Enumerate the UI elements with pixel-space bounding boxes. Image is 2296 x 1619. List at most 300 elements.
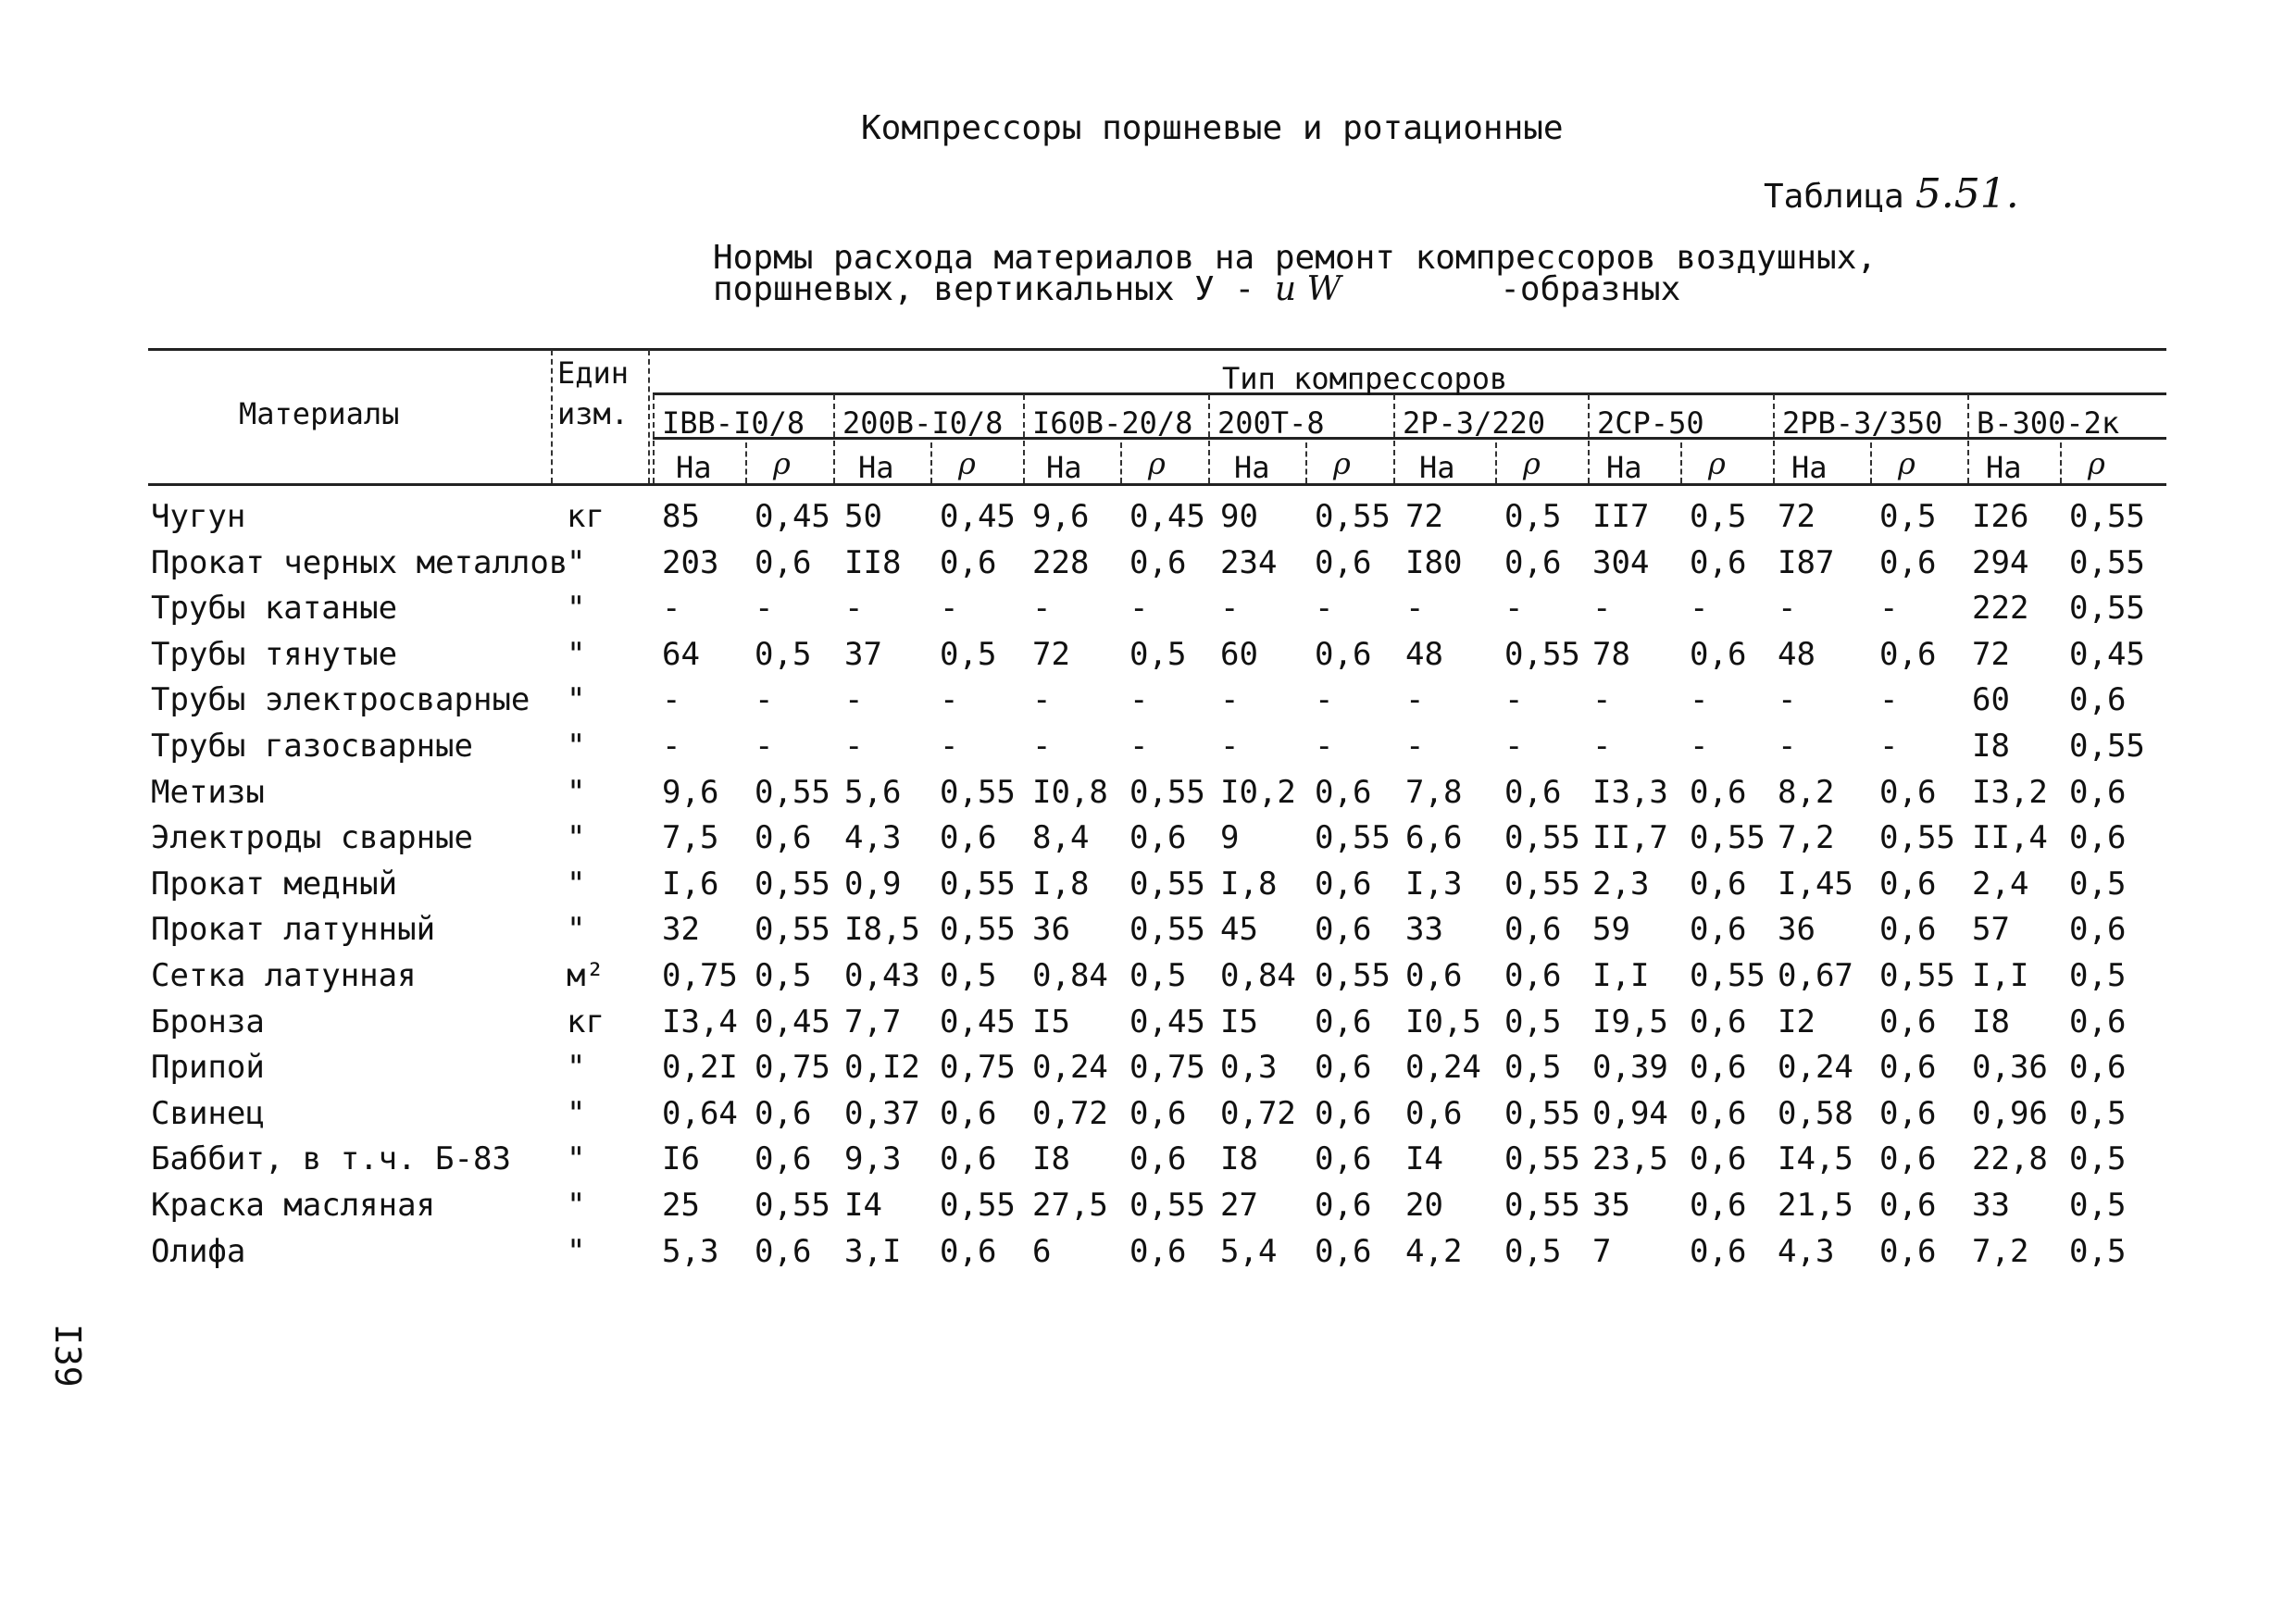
row-norm-value: 0,24 xyxy=(1032,1049,1108,1087)
row-rho-value: 0,6 xyxy=(1315,1049,1372,1087)
row-norm-value: - xyxy=(1220,728,1240,765)
row-norm-value: 45 xyxy=(1220,911,1258,949)
row-material-name: Прокат черных металлов xyxy=(151,543,568,581)
row-unit: " xyxy=(567,911,586,949)
sub-separator-0 xyxy=(745,442,747,483)
sub-separator-2 xyxy=(1120,442,1122,483)
row-norm-value: 90 xyxy=(1220,498,1258,535)
row-norm-value: 0,84 xyxy=(1032,957,1108,994)
row-norm-value: 85 xyxy=(662,498,700,535)
row-rho-value: 0,6 xyxy=(1315,1094,1372,1132)
row-rho-value: - xyxy=(1879,681,1899,719)
row-rho-value: 0,5 xyxy=(1690,498,1747,535)
row-norm-value: 8,4 xyxy=(1032,819,1090,857)
row-norm-value: 72 xyxy=(1032,635,1070,673)
row-norm-value: 20 xyxy=(1405,1187,1443,1224)
row-rho-value: 0,6 xyxy=(1879,1049,1937,1087)
row-norm-value: 0,72 xyxy=(1220,1094,1296,1132)
sub-header-ha-0: На xyxy=(676,450,712,485)
subtitle-handwritten: и W xyxy=(1274,270,1341,308)
sub-header-rho-0: ρ xyxy=(773,446,791,481)
model-separator-1 xyxy=(833,394,835,483)
subtitle-part-b: -образных xyxy=(1500,270,1681,308)
row-norm-value: I2 xyxy=(1778,1003,1816,1040)
row-rho-value: 0,45 xyxy=(1129,1003,1205,1040)
row-norm-value: 22,8 xyxy=(1972,1140,2048,1178)
row-rho-value: - xyxy=(1129,590,1149,628)
row-rho-value: 0,6 xyxy=(1129,1094,1187,1132)
model-header-3: 200Т-8 xyxy=(1217,405,1325,441)
row-rho-value: 0,6 xyxy=(1879,1094,1937,1132)
row-rho-value: 0,5 xyxy=(1129,635,1187,673)
model-header-6: 2РВ-3/350 xyxy=(1782,405,1943,441)
row-norm-value: I8 xyxy=(1972,728,2010,765)
row-rho-value: 0,5 xyxy=(2069,1187,2127,1224)
row-rho-value: 0,55 xyxy=(2069,728,2145,765)
row-rho-value: 0,6 xyxy=(1879,543,1937,581)
row-rho-value: 0,6 xyxy=(1315,865,1372,903)
row-norm-value: 0,96 xyxy=(1972,1094,2048,1132)
row-rho-value: 0,55 xyxy=(1504,1094,1580,1132)
row-rho-value: 0,6 xyxy=(1129,819,1187,857)
row-rho-value: 0,6 xyxy=(1690,635,1747,673)
row-norm-value: 0,24 xyxy=(1405,1049,1481,1087)
row-norm-value: 27,5 xyxy=(1032,1187,1108,1224)
row-rho-value: 0,55 xyxy=(1690,957,1766,994)
column-header-unit-1: Един xyxy=(557,355,630,391)
row-rho-value: 0,55 xyxy=(940,911,1016,949)
table-subtitle-line2 xyxy=(713,270,1680,308)
sub-header-rho-7: ρ xyxy=(2088,446,2105,481)
row-norm-value: I0,5 xyxy=(1405,1003,1481,1040)
row-rho-value: 0,6 xyxy=(1315,911,1372,949)
row-material-name: Прокат медный xyxy=(151,865,398,903)
row-norm-value: 0,84 xyxy=(1220,957,1296,994)
page-title: Компрессоры поршневые и ротационные xyxy=(861,109,1564,147)
row-norm-value: - xyxy=(662,681,681,719)
row-norm-value: 4,3 xyxy=(1778,1232,1835,1270)
row-rho-value: - xyxy=(1315,681,1334,719)
row-unit: " xyxy=(567,728,586,765)
row-rho-value: 0,6 xyxy=(1690,1232,1747,1270)
row-norm-value: 7,5 xyxy=(662,819,719,857)
sub-header-rho-6: ρ xyxy=(1898,446,1915,481)
row-rho-value: - xyxy=(1879,728,1899,765)
row-rho-value: 0,6 xyxy=(1315,1232,1372,1270)
model-header-1: 200В-I0/8 xyxy=(842,405,1004,441)
row-rho-value: 0,55 xyxy=(2069,543,2145,581)
row-norm-value: 9,3 xyxy=(844,1140,902,1178)
row-rho-value: 0,45 xyxy=(755,1003,830,1040)
row-rho-value: 0,55 xyxy=(1129,773,1205,811)
row-rho-value: 0,6 xyxy=(1690,1187,1747,1224)
row-norm-value: - xyxy=(1032,681,1052,719)
row-rho-value: 0,5 xyxy=(1129,957,1187,994)
row-rho-value: 0,55 xyxy=(1315,957,1391,994)
row-norm-value: 6,6 xyxy=(1405,819,1463,857)
row-norm-value: 304 xyxy=(1592,543,1650,581)
sub-header-ha-1: На xyxy=(858,450,894,485)
row-unit: " xyxy=(567,1049,586,1087)
page-number: I39 xyxy=(47,1324,88,1388)
row-norm-value: 7 xyxy=(1592,1232,1612,1270)
row-norm-value: I5 xyxy=(1220,1003,1258,1040)
row-rho-value: 0,6 xyxy=(940,819,997,857)
row-norm-value: - xyxy=(662,590,681,628)
row-rho-value: 0,55 xyxy=(1504,1140,1580,1178)
row-norm-value: 59 xyxy=(1592,911,1630,949)
row-norm-value: - xyxy=(844,590,864,628)
row-rho-value: 0,55 xyxy=(1129,911,1205,949)
row-rho-value: 0,6 xyxy=(1690,1140,1747,1178)
row-norm-value: I87 xyxy=(1778,543,1835,581)
row-rho-value: 0,55 xyxy=(1879,957,1955,994)
row-norm-value: 0,9 xyxy=(844,865,902,903)
row-norm-value: 9 xyxy=(1220,819,1240,857)
row-norm-value: 3,I xyxy=(844,1232,902,1270)
row-norm-value: - xyxy=(1778,728,1797,765)
row-norm-value: - xyxy=(1778,590,1797,628)
table-subtitle-line1: Нормы расхода материалов на ремонт компрессоров воздушных, xyxy=(713,239,1878,277)
row-rho-value: 0,6 xyxy=(1690,1094,1747,1132)
row-rho-value: 0,6 xyxy=(1879,773,1937,811)
row-unit: " xyxy=(567,681,586,719)
sub-separator-3 xyxy=(1305,442,1307,483)
model-header-0: IВВ-I0/8 xyxy=(662,405,805,441)
row-unit: " xyxy=(567,1094,586,1132)
row-norm-value: 0,94 xyxy=(1592,1094,1668,1132)
row-norm-value: 5,3 xyxy=(662,1232,719,1270)
row-rho-value: 0,5 xyxy=(2069,1232,2127,1270)
row-rho-value: 0,5 xyxy=(1504,1003,1562,1040)
row-rho-value: 0,6 xyxy=(1129,1232,1187,1270)
row-material-name: Прокат латунный xyxy=(151,911,436,949)
sub-separator-7 xyxy=(2060,442,2062,483)
column-header-unit-2: изм. xyxy=(557,396,630,431)
row-material-name: Краска масляная xyxy=(151,1187,436,1224)
row-rho-value: 0,55 xyxy=(940,865,1016,903)
row-norm-value: 7,7 xyxy=(844,1003,902,1040)
row-norm-value: I3,4 xyxy=(662,1003,738,1040)
row-rho-value: 0,5 xyxy=(755,957,812,994)
row-rho-value: 0,6 xyxy=(1690,773,1747,811)
model-header-7: В-300-2к xyxy=(1977,405,2120,441)
row-norm-value: I8 xyxy=(1032,1140,1070,1178)
row-norm-value: - xyxy=(1405,681,1425,719)
row-norm-value: I26 xyxy=(1972,498,2029,535)
row-material-name: Трубы тянутые xyxy=(151,635,398,673)
row-norm-value: 0,75 xyxy=(662,957,738,994)
row-norm-value: 0,43 xyxy=(844,957,920,994)
row-norm-value: I8,5 xyxy=(844,911,920,949)
row-norm-value: 222 xyxy=(1972,590,2029,628)
row-material-name: Метизы xyxy=(151,773,265,811)
row-rho-value: 0,6 xyxy=(940,1140,997,1178)
row-rho-value: 0,6 xyxy=(1315,1003,1372,1040)
row-norm-value: - xyxy=(1405,728,1425,765)
row-norm-value: I,I xyxy=(1972,957,2029,994)
row-unit: " xyxy=(567,1232,586,1270)
model-separator-6 xyxy=(1773,394,1775,483)
row-rho-value: 0,6 xyxy=(2069,1049,2127,1087)
row-rho-value: 0,55 xyxy=(940,773,1016,811)
row-norm-value: 2,4 xyxy=(1972,865,2029,903)
row-norm-value: 5,6 xyxy=(844,773,902,811)
row-rho-value: 0,55 xyxy=(755,1187,830,1224)
row-rho-value: 0,6 xyxy=(1315,1140,1372,1178)
row-norm-value: 234 xyxy=(1220,543,1278,581)
row-rho-value: 0,6 xyxy=(1315,635,1372,673)
row-norm-value: 0,6 xyxy=(1405,957,1463,994)
row-norm-value: 0,24 xyxy=(1778,1049,1853,1087)
row-norm-value: 60 xyxy=(1972,681,2010,719)
row-rho-value: 0,6 xyxy=(1879,865,1937,903)
row-norm-value: - xyxy=(1592,681,1612,719)
row-norm-value: I0,8 xyxy=(1032,773,1108,811)
row-rho-value: 0,55 xyxy=(1504,865,1580,903)
row-norm-value: 35 xyxy=(1592,1187,1630,1224)
row-rho-value: 0,6 xyxy=(1315,1187,1372,1224)
row-rho-value: 0,55 xyxy=(1690,819,1766,857)
row-norm-value: 0,67 xyxy=(1778,957,1853,994)
row-norm-value: I80 xyxy=(1405,543,1463,581)
row-material-name: Трубы электросварные xyxy=(151,681,530,719)
row-rho-value: - xyxy=(1504,728,1524,765)
row-rho-value: 0,5 xyxy=(2069,865,2127,903)
row-rho-value: 0,6 xyxy=(1879,1003,1937,1040)
row-norm-value: - xyxy=(1220,681,1240,719)
row-norm-value: 0,39 xyxy=(1592,1049,1668,1087)
row-rho-value: 0,45 xyxy=(940,498,1016,535)
sub-separator-4 xyxy=(1495,442,1497,483)
row-norm-value: - xyxy=(844,728,864,765)
row-norm-value: I,8 xyxy=(1032,865,1090,903)
row-norm-value: 7,8 xyxy=(1405,773,1463,811)
unit-left-separator xyxy=(551,350,553,483)
table-top-rule xyxy=(148,348,2166,351)
row-rho-value: - xyxy=(1129,681,1149,719)
sub-header-ha-7: На xyxy=(1986,450,2022,485)
row-norm-value: 0,64 xyxy=(662,1094,738,1132)
row-norm-value: 0,2I xyxy=(662,1049,738,1087)
row-norm-value: I,8 xyxy=(1220,865,1278,903)
row-norm-value: 50 xyxy=(844,498,882,535)
row-material-name: Припой xyxy=(151,1049,265,1087)
model-separator-4 xyxy=(1393,394,1395,483)
sub-header-rho-1: ρ xyxy=(958,446,976,481)
row-rho-value: 0,75 xyxy=(1129,1049,1205,1087)
row-unit: " xyxy=(567,1140,586,1178)
row-rho-value: 0,6 xyxy=(2069,1003,2127,1040)
table-label: Таблица xyxy=(1764,178,1904,216)
row-norm-value: 9,6 xyxy=(662,773,719,811)
row-norm-value: I8 xyxy=(1220,1140,1258,1178)
row-unit: " xyxy=(567,819,586,857)
row-rho-value: 0,6 xyxy=(1129,1140,1187,1178)
row-norm-value: 0,36 xyxy=(1972,1049,2048,1087)
row-rho-value: 0,55 xyxy=(1504,1187,1580,1224)
row-norm-value: I9,5 xyxy=(1592,1003,1668,1040)
row-rho-value: 0,75 xyxy=(755,1049,830,1087)
row-rho-value: - xyxy=(1879,590,1899,628)
row-norm-value: 8,2 xyxy=(1778,773,1835,811)
row-norm-value: 48 xyxy=(1405,635,1443,673)
row-rho-value: 0,6 xyxy=(1315,543,1372,581)
sub-header-rho-5: ρ xyxy=(1708,446,1726,481)
row-norm-value: - xyxy=(1592,590,1612,628)
model-separator-0 xyxy=(653,394,655,483)
row-norm-value: I5 xyxy=(1032,1003,1070,1040)
row-rho-value: 0,6 xyxy=(1690,1003,1747,1040)
row-unit: " xyxy=(567,543,586,581)
row-norm-value: 228 xyxy=(1032,543,1090,581)
row-norm-value: 0,6 xyxy=(1405,1094,1463,1132)
row-norm-value: 64 xyxy=(662,635,700,673)
row-norm-value: 203 xyxy=(662,543,719,581)
row-norm-value: 7,2 xyxy=(1778,819,1835,857)
row-norm-value: 0,3 xyxy=(1220,1049,1278,1087)
row-rho-value: - xyxy=(1315,590,1334,628)
row-norm-value: I3,3 xyxy=(1592,773,1668,811)
row-rho-value: - xyxy=(1129,728,1149,765)
row-norm-value: 57 xyxy=(1972,911,2010,949)
sub-header-ha-6: На xyxy=(1791,450,1828,485)
row-norm-value: 9,6 xyxy=(1032,498,1090,535)
row-norm-value: 48 xyxy=(1778,635,1816,673)
row-rho-value: 0,55 xyxy=(755,773,830,811)
row-norm-value: - xyxy=(1778,681,1797,719)
row-rho-value: 0,6 xyxy=(755,1232,812,1270)
row-rho-value: 0,6 xyxy=(755,1140,812,1178)
row-norm-value: II,4 xyxy=(1972,819,2048,857)
row-rho-value: 0,55 xyxy=(1315,819,1391,857)
row-material-name: Чугун xyxy=(151,498,246,535)
row-material-name: Свинец xyxy=(151,1094,265,1132)
row-material-name: Трубы катаные xyxy=(151,590,398,628)
row-rho-value: 0,45 xyxy=(2069,635,2145,673)
row-norm-value: 0,58 xyxy=(1778,1094,1853,1132)
row-rho-value: - xyxy=(755,590,774,628)
row-rho-value: - xyxy=(1315,728,1334,765)
row-rho-value: 0,6 xyxy=(940,1232,997,1270)
sub-header-ha-4: На xyxy=(1419,450,1455,485)
row-unit: кг xyxy=(567,498,605,535)
row-rho-value: - xyxy=(1690,728,1709,765)
row-rho-value: 0,45 xyxy=(755,498,830,535)
row-rho-value: 0,6 xyxy=(1879,1140,1937,1178)
row-norm-value: I,3 xyxy=(1405,865,1463,903)
row-norm-value: 7,2 xyxy=(1972,1232,2029,1270)
row-norm-value: 6 xyxy=(1032,1232,1052,1270)
row-norm-value: I,I xyxy=(1592,957,1650,994)
row-norm-value: 37 xyxy=(844,635,882,673)
row-rho-value: - xyxy=(940,681,959,719)
row-rho-value: 0,45 xyxy=(1129,498,1205,535)
row-norm-value: 27 xyxy=(1220,1187,1258,1224)
row-rho-value: 0,6 xyxy=(1504,957,1562,994)
row-norm-value: 60 xyxy=(1220,635,1258,673)
model-separator-2 xyxy=(1023,394,1025,483)
row-rho-value: 0,6 xyxy=(1129,543,1187,581)
row-norm-value: - xyxy=(1032,728,1052,765)
row-rho-value: 0,5 xyxy=(755,635,812,673)
row-rho-value: 0,6 xyxy=(755,543,812,581)
row-norm-value: II,7 xyxy=(1592,819,1668,857)
model-header-5: 2СР-50 xyxy=(1597,405,1704,441)
row-norm-value: 36 xyxy=(1778,911,1816,949)
row-norm-value: - xyxy=(1592,728,1612,765)
model-separator-3 xyxy=(1208,394,1210,483)
row-rho-value: - xyxy=(940,728,959,765)
row-rho-value: 0,6 xyxy=(1504,911,1562,949)
header-bottom-rule xyxy=(148,483,2166,486)
row-norm-value: - xyxy=(1405,590,1425,628)
row-norm-value: 78 xyxy=(1592,635,1630,673)
row-unit: м² xyxy=(567,957,605,994)
row-rho-value: 0,6 xyxy=(1504,773,1562,811)
row-unit: кг xyxy=(567,1003,605,1040)
row-norm-value: II8 xyxy=(844,543,902,581)
row-rho-value: - xyxy=(1690,681,1709,719)
row-norm-value: I4 xyxy=(844,1187,882,1224)
row-rho-value: 0,6 xyxy=(940,1094,997,1132)
row-norm-value: 21,5 xyxy=(1778,1187,1853,1224)
row-norm-value: 32 xyxy=(662,911,700,949)
row-rho-value: 0,5 xyxy=(1504,1049,1562,1087)
row-norm-value: - xyxy=(662,728,681,765)
row-rho-value: 0,5 xyxy=(1504,498,1562,535)
row-norm-value: I,6 xyxy=(662,865,719,903)
row-rho-value: 0,6 xyxy=(1879,1232,1937,1270)
row-rho-value: 0,6 xyxy=(755,1094,812,1132)
row-rho-value: 0,5 xyxy=(940,957,997,994)
row-rho-value: 0,6 xyxy=(2069,773,2127,811)
row-rho-value: 0,6 xyxy=(2069,681,2127,719)
row-rho-value: 0,6 xyxy=(1690,911,1747,949)
row-rho-value: 0,5 xyxy=(2069,1094,2127,1132)
row-rho-value: 0,6 xyxy=(1690,543,1747,581)
row-rho-value: 0,6 xyxy=(1879,635,1937,673)
group-header-compressor-type: Тип компрессоров xyxy=(1222,361,1508,396)
row-norm-value: 33 xyxy=(1972,1187,2010,1224)
row-norm-value: 33 xyxy=(1405,911,1443,949)
row-norm-value: 72 xyxy=(1778,498,1816,535)
row-norm-value: 23,5 xyxy=(1592,1140,1668,1178)
row-rho-value: 0,6 xyxy=(1879,1187,1937,1224)
model-header-4: 2Р-3/220 xyxy=(1403,405,1546,441)
row-rho-value: - xyxy=(1504,590,1524,628)
row-rho-value: 0,6 xyxy=(1879,911,1937,949)
row-norm-value: - xyxy=(1220,590,1240,628)
row-material-name: Олифа xyxy=(151,1232,246,1270)
row-rho-value: 0,55 xyxy=(755,865,830,903)
row-material-name: Электроды сварные xyxy=(151,819,473,857)
row-rho-value: 0,55 xyxy=(1129,1187,1205,1224)
row-rho-value: 0,6 xyxy=(2069,819,2127,857)
row-norm-value: 0,I2 xyxy=(844,1049,920,1087)
sub-header-ha-5: На xyxy=(1606,450,1642,485)
row-rho-value: 0,5 xyxy=(2069,1140,2127,1178)
row-rho-value: 0,55 xyxy=(1129,865,1205,903)
row-norm-value: I6 xyxy=(662,1140,700,1178)
row-unit: " xyxy=(567,865,586,903)
sub-header-rho-3: ρ xyxy=(1333,446,1351,481)
row-norm-value: 2,3 xyxy=(1592,865,1650,903)
row-norm-value: 72 xyxy=(1972,635,2010,673)
row-rho-value: - xyxy=(940,590,959,628)
row-norm-value: 0,37 xyxy=(844,1094,920,1132)
row-rho-value: - xyxy=(755,728,774,765)
